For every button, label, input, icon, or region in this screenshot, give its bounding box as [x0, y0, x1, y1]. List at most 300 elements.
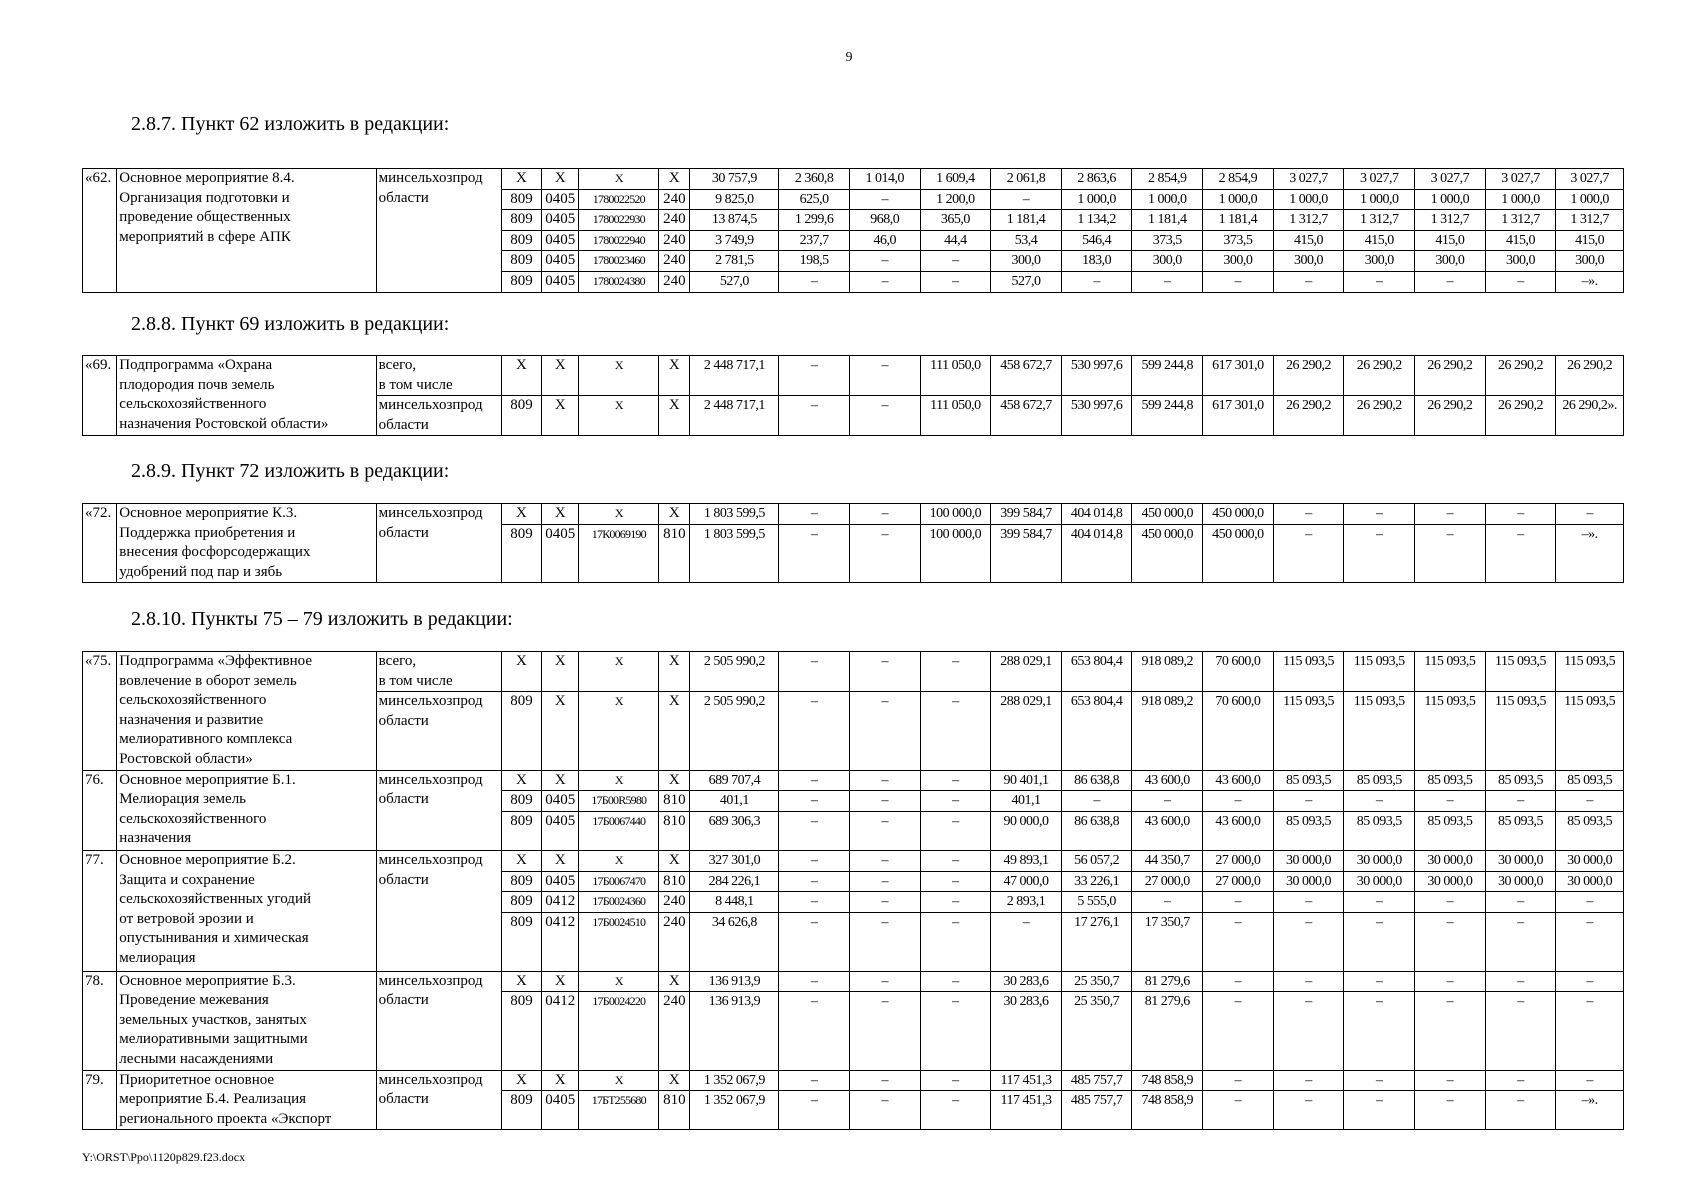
item-description-line: Поддержка приобретения и: [119, 524, 296, 541]
year-value: 70 600,0: [1203, 692, 1274, 770]
year-value: 653 804,4: [1061, 692, 1132, 770]
executor: [376, 396, 501, 436]
table-items-75-79: [82, 651, 1624, 1130]
year-value: 115 093,5: [1273, 652, 1344, 692]
section-code: X: [542, 396, 579, 436]
year-value: 25 350,7: [1061, 992, 1132, 1070]
year-value: –: [849, 504, 920, 525]
year-value: –: [1203, 912, 1274, 971]
year-value: 115 093,5: [1415, 692, 1486, 770]
year-value: 373,5: [1203, 230, 1274, 251]
item-description-line: Проведение межевания: [119, 992, 269, 1009]
year-value: –: [849, 811, 920, 850]
item-description: [117, 504, 376, 583]
year-value: –: [1556, 1070, 1624, 1091]
year-value: 237,7: [779, 230, 850, 251]
year-value: 617 301,0: [1203, 356, 1274, 396]
grbs-code: 809: [501, 992, 541, 1070]
year-value: 1 312,7: [1415, 210, 1486, 231]
year-value: –: [779, 271, 850, 292]
item-description-line: внесения фосфорсодержащих: [119, 544, 311, 561]
grbs-code: 809: [501, 791, 541, 812]
target-code: X: [579, 396, 659, 436]
item-number: 77.: [83, 850, 117, 971]
executor: [376, 1070, 501, 1130]
year-value: 1 000,0: [1203, 189, 1274, 210]
expense-type: 810: [659, 811, 690, 850]
year-value: 404 014,8: [1061, 504, 1132, 525]
section-code: 0412: [542, 992, 579, 1070]
year-value: 111 050,0: [920, 396, 991, 436]
year-value: –: [849, 850, 920, 871]
executor-line: области: [378, 416, 429, 433]
year-value: –: [1415, 971, 1486, 992]
year-value: 450 000,0: [1132, 504, 1203, 525]
grbs-code: 809: [501, 871, 541, 892]
executor: [376, 692, 501, 770]
total-value: 1 803 599,5: [690, 524, 779, 583]
expense-type: X: [659, 169, 690, 190]
year-value: –: [1556, 992, 1624, 1070]
item-description-line: от ветровой эрозии и: [119, 910, 254, 927]
executor-line: минсельхозпрод: [378, 972, 483, 989]
year-value: –: [1415, 271, 1486, 292]
expense-type: X: [659, 504, 690, 525]
executor: [376, 356, 501, 396]
item-description-line: проведение общественных: [119, 209, 291, 226]
target-code: X: [579, 850, 659, 871]
section-code: X: [542, 850, 579, 871]
year-value: –: [1344, 971, 1415, 992]
total-value: 3 749,9: [690, 230, 779, 251]
item-description: [117, 169, 376, 293]
expense-type: 240: [659, 271, 690, 292]
year-value: 44 350,7: [1132, 850, 1203, 871]
section-heading-2: 2.8.8. Пункт 69 изложить в редакции:: [131, 313, 450, 335]
total-value: 8 448,1: [690, 892, 779, 913]
year-value: 300,0: [1344, 251, 1415, 272]
year-value: –: [1132, 892, 1203, 913]
item-description-line: Подпрограмма «Охрана: [119, 357, 273, 373]
section-code: 0412: [542, 912, 579, 971]
item-description-line: Основное мероприятие К.3.: [119, 505, 298, 521]
executor-line: минсельхозпрод: [378, 505, 483, 521]
year-value: 5 555,0: [1061, 892, 1132, 913]
year-value: 30 283,6: [991, 992, 1062, 1070]
section-code: X: [542, 652, 579, 692]
executor: [376, 169, 501, 293]
year-value: 748 858,9: [1132, 1091, 1203, 1130]
target-code: 1780022930: [579, 210, 659, 231]
year-value: 100 000,0: [920, 524, 991, 583]
total-value: 34 626,8: [690, 912, 779, 971]
total-value: 2 781,5: [690, 251, 779, 272]
target-code: X: [579, 169, 659, 190]
year-value: –: [1203, 791, 1274, 812]
year-value: 86 638,8: [1061, 811, 1132, 850]
year-value: 30 000,0: [1415, 850, 1486, 871]
expense-type: X: [659, 652, 690, 692]
year-value: 85 093,5: [1344, 770, 1415, 791]
year-value: 85 093,5: [1485, 770, 1556, 791]
grbs-code: 809: [501, 892, 541, 913]
item-description-line: назначения: [119, 830, 192, 847]
year-value: 1 312,7: [1344, 210, 1415, 231]
year-value: 1 299,6: [779, 210, 850, 231]
year-value: 458 672,7: [991, 396, 1062, 436]
item-description-line: Основное мероприятие Б.3.: [119, 972, 296, 989]
target-code: X: [579, 504, 659, 525]
executor-line: в том числе: [378, 376, 453, 393]
year-value: –: [1485, 1070, 1556, 1091]
item-description-line: Подпрограмма «Эффективное: [119, 653, 312, 669]
year-value: –: [1273, 791, 1344, 812]
year-value: –: [779, 1091, 850, 1130]
year-value: 26 290,2: [1273, 356, 1344, 396]
expense-type: 240: [659, 892, 690, 913]
target-code: 17Б0067440: [579, 811, 659, 850]
item-description-line: назначения и развитие: [119, 711, 264, 728]
target-code: 17Б0024510: [579, 912, 659, 971]
year-value: –: [1556, 791, 1624, 812]
item-description-line: опустынивания и химическая: [119, 930, 309, 947]
total-value: 689 306,3: [690, 811, 779, 850]
year-value: –: [920, 770, 991, 791]
year-value: –».: [1556, 524, 1624, 583]
year-value: –: [779, 1070, 850, 1091]
year-value: –: [779, 524, 850, 583]
year-value: –: [920, 971, 991, 992]
section-heading-1: 2.8.7. Пункт 62 изложить в редакции:: [131, 113, 450, 135]
table-row: [83, 356, 1624, 396]
year-value: 27 000,0: [1203, 850, 1274, 871]
expense-type: 810: [659, 524, 690, 583]
year-value: 527,0: [991, 271, 1062, 292]
target-code: X: [579, 356, 659, 396]
year-value: –: [779, 971, 850, 992]
item-number: 79.: [83, 1070, 117, 1130]
year-value: –: [849, 356, 920, 396]
year-value: 1 312,7: [1556, 210, 1624, 231]
year-value: –: [1415, 1070, 1486, 1091]
item-description-line: регионального проекта «Экспорт: [119, 1110, 332, 1127]
total-value: 1 803 599,5: [690, 504, 779, 525]
year-value: –: [991, 912, 1062, 971]
grbs-code: 809: [501, 210, 541, 231]
year-value: –: [1556, 971, 1624, 992]
year-value: 30 000,0: [1344, 850, 1415, 871]
year-value: –: [779, 811, 850, 850]
year-value: –: [849, 791, 920, 812]
expense-type: 240: [659, 251, 690, 272]
grbs-code: X: [501, 652, 541, 692]
year-value: 56 057,2: [1061, 850, 1132, 871]
table-row: [83, 652, 1624, 692]
year-value: 288 029,1: [991, 692, 1062, 770]
total-value: 30 757,9: [690, 169, 779, 190]
grbs-code: X: [501, 169, 541, 190]
year-value: 415,0: [1415, 230, 1486, 251]
year-value: 90 401,1: [991, 770, 1062, 791]
item-description-line: Приоритетное основное: [119, 1071, 275, 1088]
expense-type: X: [659, 396, 690, 436]
total-value: 2 505 990,2: [690, 692, 779, 770]
target-code: X: [579, 692, 659, 770]
year-value: 1 000,0: [1556, 189, 1624, 210]
item-description-line: мероприятий в сфере АПК: [119, 228, 291, 245]
table-row: [83, 971, 1624, 992]
grbs-code: 809: [501, 524, 541, 583]
section-code: X: [542, 169, 579, 190]
year-value: 653 804,4: [1061, 652, 1132, 692]
year-value: –: [920, 1070, 991, 1091]
year-value: 288 029,1: [991, 652, 1062, 692]
year-value: –: [1273, 971, 1344, 992]
year-value: 43 600,0: [1132, 770, 1203, 791]
file-path-footer: Y:\ORST\Ppo\1120p829.f23.docx: [82, 1150, 246, 1164]
total-value: 136 913,9: [690, 971, 779, 992]
year-value: 546,4: [1061, 230, 1132, 251]
year-value: –: [1344, 1091, 1415, 1130]
item-number: «62.: [83, 169, 117, 293]
section-code: 0412: [542, 892, 579, 913]
target-code: X: [579, 770, 659, 791]
section-heading-3: 2.8.9. Пункт 72 изложить в редакции:: [131, 460, 450, 482]
year-value: 485 757,7: [1061, 1070, 1132, 1091]
year-value: 1 312,7: [1273, 210, 1344, 231]
target-code: X: [579, 1070, 659, 1091]
item-description: [117, 971, 376, 1070]
year-value: –: [920, 850, 991, 871]
year-value: –: [1273, 992, 1344, 1070]
year-value: –: [849, 770, 920, 791]
year-value: –: [1203, 1070, 1274, 1091]
section-code: 0405: [542, 811, 579, 850]
year-value: 183,0: [1061, 251, 1132, 272]
item-description-line: удобрений под пар и зябь: [119, 563, 283, 580]
year-value: 115 093,5: [1273, 692, 1344, 770]
section-code: X: [542, 1070, 579, 1091]
year-value: –: [1485, 1091, 1556, 1130]
expense-type: 810: [659, 791, 690, 812]
year-value: 115 093,5: [1415, 652, 1486, 692]
year-value: –: [920, 912, 991, 971]
year-value: –: [920, 692, 991, 770]
year-value: 100 000,0: [920, 504, 991, 525]
table-row: [83, 169, 1624, 190]
item-description-line: мелиоративного комплекса: [119, 731, 293, 748]
item-description-line: мероприятие Б.4. Реализация: [119, 1091, 307, 1108]
year-value: –: [849, 524, 920, 583]
executor-line: всего,: [378, 653, 417, 669]
grbs-code: 809: [501, 230, 541, 251]
year-value: 115 093,5: [1485, 692, 1556, 770]
year-value: –: [1344, 992, 1415, 1070]
year-value: 404 014,8: [1061, 524, 1132, 583]
year-value: –: [1061, 791, 1132, 812]
year-value: 1 014,0: [849, 169, 920, 190]
year-value: –: [849, 251, 920, 272]
year-value: 450 000,0: [1132, 524, 1203, 583]
year-value: 617 301,0: [1203, 396, 1274, 436]
total-value: 2 505 990,2: [690, 652, 779, 692]
year-value: 30 000,0: [1556, 850, 1624, 871]
year-value: –: [1415, 992, 1486, 1070]
year-value: –: [1344, 271, 1415, 292]
table-item-69: [82, 355, 1624, 436]
year-value: –: [1273, 504, 1344, 525]
year-value: –: [779, 504, 850, 525]
total-value: 136 913,9: [690, 992, 779, 1070]
grbs-code: X: [501, 770, 541, 791]
expense-type: X: [659, 971, 690, 992]
year-value: –: [1273, 892, 1344, 913]
section-code: 0405: [542, 791, 579, 812]
year-value: –: [779, 850, 850, 871]
item-description-line: Основное мероприятие Б.1.: [119, 771, 296, 788]
section-code: 0405: [542, 230, 579, 251]
year-value: 2 360,8: [779, 169, 850, 190]
year-value: 300,0: [1273, 251, 1344, 272]
year-value: 26 290,2».: [1556, 396, 1624, 436]
year-value: –: [920, 652, 991, 692]
executor-line: области: [378, 189, 429, 206]
year-value: 2 854,9: [1203, 169, 1274, 190]
target-code: 1780023460: [579, 251, 659, 272]
year-value: –: [779, 912, 850, 971]
year-value: 26 290,2: [1415, 396, 1486, 436]
year-value: 373,5: [1132, 230, 1203, 251]
section-code: 0405: [542, 210, 579, 231]
expense-type: X: [659, 692, 690, 770]
executor-line: минсельхозпрод: [378, 693, 483, 710]
year-value: 1 181,4: [1132, 210, 1203, 231]
section-code: X: [542, 971, 579, 992]
total-value: 1 352 067,9: [690, 1070, 779, 1091]
section-code: 0405: [542, 189, 579, 210]
year-value: 115 093,5: [1556, 692, 1624, 770]
expense-type: 240: [659, 189, 690, 210]
table-item-62: [82, 168, 1624, 293]
year-value: –: [1556, 892, 1624, 913]
year-value: 27 000,0: [1132, 871, 1203, 892]
year-value: 300,0: [1415, 251, 1486, 272]
year-value: 30 000,0: [1344, 871, 1415, 892]
expense-type: 810: [659, 1091, 690, 1130]
year-value: –: [1203, 1091, 1274, 1130]
year-value: 70 600,0: [1203, 652, 1274, 692]
year-value: –: [849, 892, 920, 913]
year-value: –: [779, 652, 850, 692]
year-value: 26 290,2: [1556, 356, 1624, 396]
item-description: [117, 1070, 376, 1130]
year-value: 599 244,8: [1132, 356, 1203, 396]
executor-line: области: [378, 992, 429, 1009]
section-code: X: [542, 356, 579, 396]
year-value: –: [1061, 271, 1132, 292]
year-value: 49 893,1: [991, 850, 1062, 871]
year-value: –: [920, 811, 991, 850]
year-value: 399 584,7: [991, 524, 1062, 583]
year-value: –: [849, 912, 920, 971]
item-description-line: мелиорация: [119, 949, 196, 966]
year-value: 450 000,0: [1203, 524, 1274, 583]
table-row: [83, 504, 1624, 525]
section-code: 0405: [542, 871, 579, 892]
total-value: 13 874,5: [690, 210, 779, 231]
section-code: X: [542, 692, 579, 770]
expense-type: 240: [659, 210, 690, 231]
year-value: 415,0: [1344, 230, 1415, 251]
year-value: –: [779, 992, 850, 1070]
item-description: [117, 770, 376, 850]
year-value: 3 027,7: [1415, 169, 1486, 190]
target-code: 17Б0024220: [579, 992, 659, 1070]
year-value: 86 638,8: [1061, 770, 1132, 791]
year-value: –: [779, 871, 850, 892]
year-value: 300,0: [1485, 251, 1556, 272]
section-heading-4: 2.8.10. Пункты 75 – 79 изложить в редакции:: [131, 608, 513, 630]
year-value: 30 000,0: [1556, 871, 1624, 892]
grbs-code: 809: [501, 692, 541, 770]
item-description-line: Основное мероприятие 8.4.: [119, 170, 295, 186]
year-value: –: [1415, 892, 1486, 913]
year-value: 3 027,7: [1273, 169, 1344, 190]
year-value: 458 672,7: [991, 356, 1062, 396]
executor-line: области: [378, 871, 429, 888]
year-value: –: [1556, 504, 1624, 525]
year-value: 17 350,7: [1132, 912, 1203, 971]
grbs-code: X: [501, 971, 541, 992]
year-value: 85 093,5: [1273, 811, 1344, 850]
year-value: –: [779, 770, 850, 791]
executor-line: области: [378, 1091, 429, 1108]
year-value: –: [1273, 1091, 1344, 1130]
target-code: 1780024380: [579, 271, 659, 292]
year-value: 485 757,7: [1061, 1091, 1132, 1130]
year-value: 1 609,4: [920, 169, 991, 190]
item-description-line: Защита и сохранение: [119, 871, 255, 888]
year-value: 198,5: [779, 251, 850, 272]
year-value: 1 000,0: [1344, 189, 1415, 210]
year-value: –: [1344, 524, 1415, 583]
year-value: 2 893,1: [991, 892, 1062, 913]
section-code: 0405: [542, 271, 579, 292]
year-value: –: [779, 791, 850, 812]
year-value: 115 093,5: [1556, 652, 1624, 692]
executor-line: минсельхозпрод: [378, 1071, 483, 1088]
year-value: –: [1203, 971, 1274, 992]
table-item-72: [82, 503, 1624, 583]
year-value: –: [1485, 912, 1556, 971]
year-value: –: [1132, 271, 1203, 292]
year-value: –: [1485, 971, 1556, 992]
year-value: 3 027,7: [1344, 169, 1415, 190]
executor-line: всего,: [378, 357, 417, 373]
year-value: 1 000,0: [1485, 189, 1556, 210]
year-value: –: [1344, 892, 1415, 913]
year-value: –: [849, 189, 920, 210]
year-value: 401,1: [991, 791, 1062, 812]
year-value: 85 093,5: [1485, 811, 1556, 850]
year-value: 43 600,0: [1132, 811, 1203, 850]
table-row: [83, 1070, 1624, 1091]
item-description-line: сельскохозяйственного: [119, 692, 267, 709]
executor-line: области: [378, 524, 429, 541]
target-code: 1780022520: [579, 189, 659, 210]
grbs-code: X: [501, 1070, 541, 1091]
year-value: 26 290,2: [1485, 396, 1556, 436]
